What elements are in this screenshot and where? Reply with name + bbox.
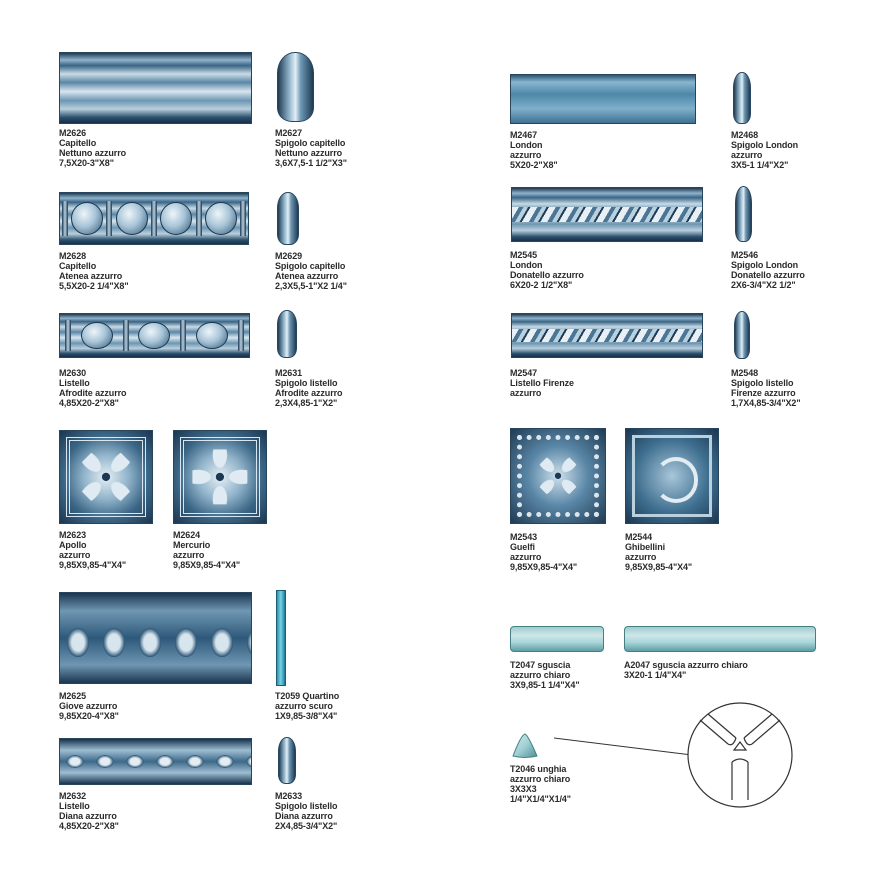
tile-size: 3X9,85-1 1/4"X4" [510,680,580,690]
tile-image [733,72,751,124]
swirl-motif [654,457,699,503]
oval-pattern [60,314,249,357]
tile-code: M2546 [731,250,759,260]
tile-label [510,250,584,290]
tile-size: 1X9,85-3/8"X4" [275,711,338,721]
tile-variant: Atenea azzurro [59,271,123,281]
tile-size: 2,3X4,85-1"X2" [275,398,338,408]
tile-code: M2548 [731,368,759,378]
tile-label [510,130,558,170]
tile-image [59,313,250,358]
tile-name: Listello [59,378,90,388]
tile-code: M2631 [275,368,303,378]
tile-variant: azzurro [625,552,657,562]
tile-variant: Atenea azzurro [275,271,339,281]
triangle-piece-icon [510,732,540,760]
corner-detail-diagram [550,700,840,820]
tile-label [275,691,339,721]
tile-image [173,430,267,524]
tile-label [731,130,798,170]
tile-image [276,590,286,686]
tile-variant: azzurro [173,550,205,560]
tile-variant: azzurro [59,550,91,560]
tile-code: M2632 [59,791,87,801]
tile-label [510,532,577,572]
tile-code: M2547 [510,368,538,378]
tile-size: 3,6X7,5-1 1/2"X3" [275,158,347,168]
tile-image [625,428,719,524]
tile-image [511,313,703,358]
tile-image [59,430,153,524]
tile-image [510,626,604,652]
tile-label [275,128,347,168]
tile-size: 9,85X9,85-4"X4" [510,562,578,572]
tile-variant: Diana azzurro [275,811,333,821]
tile-variant: Diana azzurro [59,811,117,821]
rope-motif [512,207,702,223]
tile-variant: azzurro [510,552,542,562]
flower-motif [192,449,247,504]
tile-variant: Nettuno azzurro [275,148,342,158]
tile-code: A2047 sguscia azzurro chiaro [624,660,748,670]
tile-size: 5X20-2"X8" [510,160,558,170]
detail-circle [688,703,792,807]
tile-variant: Firenze azzurro [731,388,796,398]
tile-name: London [510,140,543,150]
tile-label [275,251,347,291]
tile-label [59,691,119,721]
tile-label [510,660,579,690]
tile-code: M2625 [59,691,87,701]
tile-code: M2545 [510,250,538,260]
tile-label [275,791,337,831]
tile-label [59,791,119,831]
tile-code: M2544 [625,532,653,542]
tile-label [624,660,748,680]
tile-variant: Donatello azzurro [510,270,584,280]
tile-code: M2624 [173,530,201,540]
tile-image [510,74,696,124]
tile-label [59,368,126,408]
tile-name: Spigolo listello [731,378,794,388]
tile-image [59,738,252,785]
tile-image [277,52,314,122]
tile-label [510,368,574,398]
oval-pattern [60,193,248,244]
tile-name: Mercurio [173,540,211,550]
tile-variant: azzurro [510,388,542,398]
tile-image [624,626,816,652]
tile-name: Spigolo listello [275,378,338,388]
tile-image [735,186,752,242]
tile-size: 2X6-3/4"X2 1/2" [731,280,796,290]
tile-name: Ghibellini [625,542,666,552]
tile-name: Spigolo listello [275,801,338,811]
tile-image [510,428,606,524]
tile-code: M2468 [731,130,759,140]
tile-variant: azzurro chiaro [510,670,571,680]
tile-size: 3X5-1 1/4"X2" [731,160,789,170]
tile-image [59,192,249,245]
tile-code: T2047 sguscia [510,660,571,670]
tile-size: 1,7X4,85-3/4"X2" [731,398,801,408]
tile-size: 3X20-1 1/4"X4" [624,670,687,680]
tile-size: 4,85X20-2"X8" [59,821,119,831]
tile-name: London [510,260,543,270]
tile-image [277,310,297,358]
tile-name: Capitello [59,261,97,271]
tile-variant: azzurro [731,150,763,160]
tile-variant: Afrodite azzurro [59,388,127,398]
tile-code: M2629 [275,251,303,261]
tile-name: Giove azzurro [59,701,118,711]
tile-label [59,128,126,168]
tile-label [625,532,692,572]
tile-label [731,250,805,290]
tile-size: 9,85X9,85-4"X4" [59,560,127,570]
tile-code: T2059 Quartino [275,691,340,701]
tile-image [734,311,750,359]
tile-size: 9,85X9,85-4"X4" [625,562,693,572]
tile-image [277,192,299,245]
tile-variant: azzurro scuro [275,701,333,711]
tile-name: Spigolo capitello [275,138,346,148]
tile-image [59,592,252,684]
tile-name: Apollo [59,540,87,550]
tile-code: M2627 [275,128,303,138]
tile-label [731,368,800,408]
tile-size: 7,5X20-3"X8" [59,158,114,168]
tile-variant: Nettuno azzurro [59,148,126,158]
tile-image [511,187,703,242]
tile-code: T2046 unghia [510,764,567,774]
tile-size: 9,85X9,85-4"X4" [173,560,241,570]
tile-variant: azzurro [510,150,542,160]
tile-size: 5,5X20-2 1/4"X8" [59,281,129,291]
tile-variant: Donatello azzurro [731,270,805,280]
tile-code: M2633 [275,791,303,801]
tile-size: 4,85X20-2"X8" [59,398,119,408]
tile-image [278,737,296,784]
tile-label [59,251,128,291]
leader-line [554,738,692,755]
tile-code: M2543 [510,532,538,542]
tile-label [275,368,342,408]
tile-code: M2623 [59,530,87,540]
tile-size: 2,3X5,5-1"X2 1/4" [275,281,347,291]
tile-size: 9,85X20-4"X8" [59,711,119,721]
tile-code: M2467 [510,130,538,140]
tile-size: 2X4,85-3/4"X2" [275,821,338,831]
tile-image [59,52,252,124]
tile-name: Guelfi [510,542,535,552]
tile-size: 1/4"X1/4"X1/4" [510,794,571,804]
tile-name: Spigolo London [731,260,799,270]
tile-name: Spigolo London [731,140,799,150]
tile-code: M2628 [59,251,87,261]
tile-label [59,530,126,570]
rope-motif [512,329,702,342]
tile-code: M2630 [59,368,87,378]
tile-name: Capitello [59,138,97,148]
tile-variant: azzurro chiaro [510,774,571,784]
tile-name: Listello [59,801,90,811]
tile-size: 6X20-2 1/2"X8" [510,280,573,290]
tile-name: Spigolo capitello [275,261,346,271]
tile-variant: Afrodite azzurro [275,388,343,398]
tile-label [173,530,240,570]
tile-code: M2626 [59,128,87,138]
tile-dimensions: 3X3X3 [510,784,537,794]
tile-name: Listello Firenze [510,378,574,388]
